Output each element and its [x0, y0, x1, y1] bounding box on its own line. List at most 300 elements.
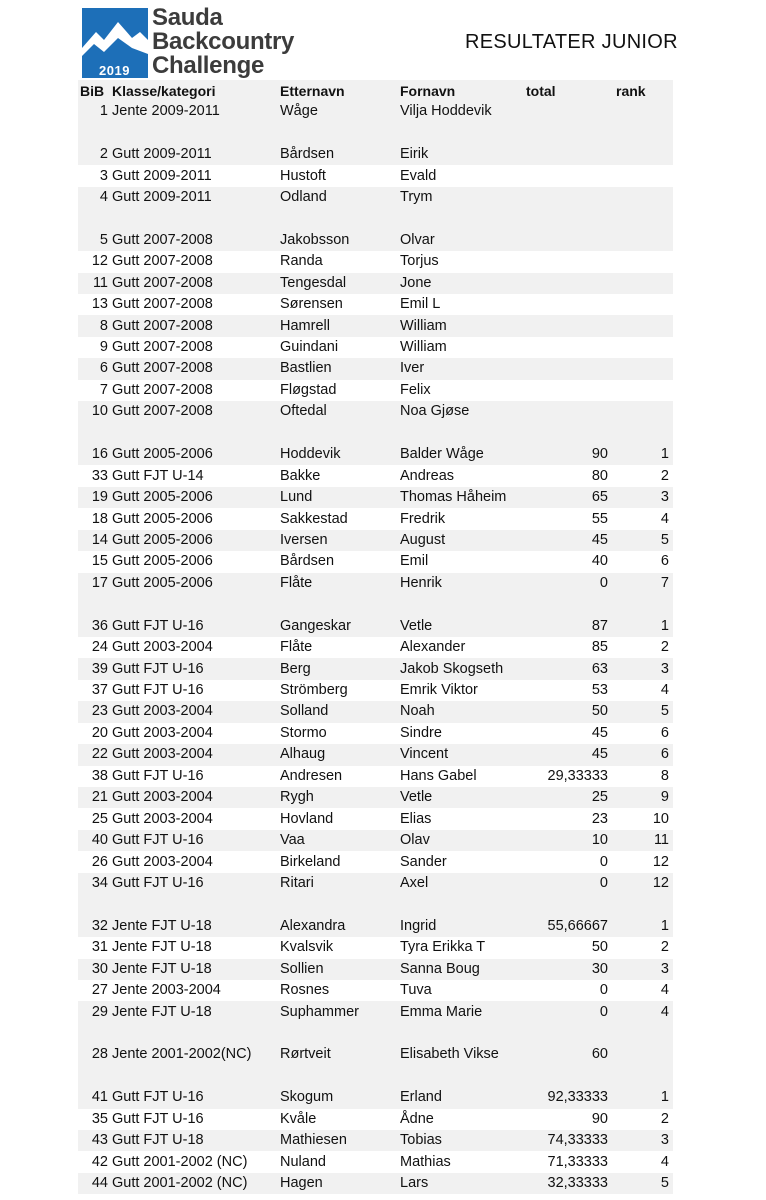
class-cell: Gutt FJT U-16: [112, 873, 280, 894]
last-name-cell: Ritari: [280, 873, 400, 894]
class-cell: Gutt 2007-2008: [112, 401, 280, 422]
first-name-cell: Alexander: [400, 637, 514, 658]
class-cell: Gutt FJT U-16: [112, 616, 280, 637]
bib-cell: 2: [78, 144, 112, 165]
result-row: [78, 1173, 673, 1194]
results-body: [78, 101, 673, 1194]
class-cell: Gutt FJT U-16: [112, 680, 280, 701]
total-cell: 45: [514, 723, 610, 744]
spacer-row: [78, 894, 673, 915]
last-name-cell: Hoddevik: [280, 444, 400, 465]
header-row: [78, 80, 673, 101]
bib-cell: 44: [78, 1173, 112, 1194]
spacer-row: [78, 208, 673, 229]
last-name-cell: Rygh: [280, 787, 400, 808]
rank-cell: 12: [610, 851, 673, 872]
class-cell: Gutt 2005-2006: [112, 487, 280, 508]
bib-cell: 28: [78, 1044, 112, 1065]
result-row: [78, 315, 673, 336]
result-row: [78, 144, 673, 165]
rank-cell: [610, 594, 673, 615]
class-cell: Gutt 2007-2008: [112, 294, 280, 315]
first-name-cell: Balder Wåge: [400, 444, 514, 465]
last-name-cell: Kvåle: [280, 1109, 400, 1130]
rank-cell: [610, 1023, 673, 1044]
last-name-cell: Fløgstad: [280, 380, 400, 401]
rank-cell: 1: [610, 616, 673, 637]
bib-cell: 38: [78, 766, 112, 787]
rank-cell: 5: [610, 530, 673, 551]
event-logo: [82, 6, 312, 82]
result-row: [78, 744, 673, 765]
rank-cell: 1: [610, 916, 673, 937]
total-cell: 50: [514, 937, 610, 958]
rank-cell: 3: [610, 1130, 673, 1151]
total-cell: 90: [514, 1109, 610, 1130]
total-cell: [514, 423, 610, 444]
logo-year: 2019: [99, 63, 130, 78]
bib-cell: [78, 122, 112, 143]
last-name-cell: [280, 1066, 400, 1087]
first-name-cell: Ådne: [400, 1109, 514, 1130]
class-cell: Gutt 2005-2006: [112, 573, 280, 594]
rank-cell: 7: [610, 573, 673, 594]
bib-cell: 39: [78, 658, 112, 679]
result-row: [78, 487, 673, 508]
last-name-cell: Rosnes: [280, 980, 400, 1001]
rank-cell: 6: [610, 744, 673, 765]
rank-cell: [610, 251, 673, 272]
total-cell: [514, 315, 610, 336]
total-cell: [514, 144, 610, 165]
class-cell: Gutt FJT U-16: [112, 1087, 280, 1108]
result-row: [78, 873, 673, 894]
total-cell: 29,33333: [514, 766, 610, 787]
first-name-cell: Vilja Hoddevik: [400, 101, 514, 122]
result-row: [78, 1109, 673, 1130]
last-name-cell: Hovland: [280, 808, 400, 829]
class-cell: Gutt 2005-2006: [112, 530, 280, 551]
last-name-cell: Kvalsvik: [280, 937, 400, 958]
result-row: [78, 551, 673, 572]
bib-cell: 11: [78, 273, 112, 294]
class-cell: Gutt 2005-2006: [112, 508, 280, 529]
class-cell: Gutt FJT U-16: [112, 830, 280, 851]
total-cell: [514, 1066, 610, 1087]
bib-cell: 22: [78, 744, 112, 765]
total-cell: 50: [514, 701, 610, 722]
bib-cell: 16: [78, 444, 112, 465]
total-cell: 0: [514, 573, 610, 594]
report-title: RESULTATER JUNIOR: [465, 31, 678, 53]
rank-cell: [610, 894, 673, 915]
spacer-row: [78, 1023, 673, 1044]
rank-cell: [610, 337, 673, 358]
first-name-cell: Jone: [400, 273, 514, 294]
class-cell: Gutt 2007-2008: [112, 273, 280, 294]
bib-cell: [78, 423, 112, 444]
total-cell: 45: [514, 530, 610, 551]
result-row: [78, 980, 673, 1001]
last-name-cell: Solland: [280, 701, 400, 722]
bib-cell: 43: [78, 1130, 112, 1151]
first-name-cell: [400, 423, 514, 444]
rank-cell: 10: [610, 808, 673, 829]
class-cell: [112, 208, 280, 229]
last-name-cell: Skogum: [280, 1087, 400, 1108]
class-cell: [112, 594, 280, 615]
first-name-cell: Olav: [400, 830, 514, 851]
rank-cell: 4: [610, 1151, 673, 1172]
column-header-bib: BiB: [78, 80, 112, 101]
bib-cell: 19: [78, 487, 112, 508]
last-name-cell: Tengesdal: [280, 273, 400, 294]
class-cell: Gutt 2005-2006: [112, 551, 280, 572]
last-name-cell: Flåte: [280, 637, 400, 658]
first-name-cell: Ingrid: [400, 916, 514, 937]
result-row: [78, 444, 673, 465]
result-row: [78, 1151, 673, 1172]
total-cell: 23: [514, 808, 610, 829]
last-name-cell: Vaa: [280, 830, 400, 851]
first-name-cell: [400, 1066, 514, 1087]
last-name-cell: Gangeskar: [280, 616, 400, 637]
last-name-cell: [280, 894, 400, 915]
class-cell: Gutt 2009-2011: [112, 165, 280, 186]
bib-cell: [78, 594, 112, 615]
result-row: [78, 916, 673, 937]
bib-cell: 30: [78, 959, 112, 980]
class-cell: Gutt 2003-2004: [112, 787, 280, 808]
total-cell: 60: [514, 1044, 610, 1065]
bib-cell: [78, 1023, 112, 1044]
bib-cell: 12: [78, 251, 112, 272]
last-name-cell: Bastlien: [280, 358, 400, 379]
rank-cell: 3: [610, 658, 673, 679]
first-name-cell: Henrik: [400, 573, 514, 594]
last-name-cell: Alexandra: [280, 916, 400, 937]
rank-cell: 2: [610, 937, 673, 958]
class-cell: Jente 2001-2002(NC): [112, 1044, 280, 1065]
first-name-cell: Emma Marie: [400, 1001, 514, 1022]
rank-cell: 5: [610, 1173, 673, 1194]
result-row: [78, 766, 673, 787]
rank-cell: [610, 273, 673, 294]
result-row: [78, 573, 673, 594]
bib-cell: 13: [78, 294, 112, 315]
total-cell: 55: [514, 508, 610, 529]
bib-cell: 26: [78, 851, 112, 872]
total-cell: [514, 101, 610, 122]
first-name-cell: Eirik: [400, 144, 514, 165]
total-cell: [514, 380, 610, 401]
bib-cell: 31: [78, 937, 112, 958]
last-name-cell: Hustoft: [280, 165, 400, 186]
rank-cell: [610, 208, 673, 229]
class-cell: Gutt 2003-2004: [112, 637, 280, 658]
first-name-cell: Lars: [400, 1173, 514, 1194]
class-cell: Gutt FJT U-16: [112, 1109, 280, 1130]
last-name-cell: Oftedal: [280, 401, 400, 422]
first-name-cell: Thomas Håheim: [400, 487, 514, 508]
class-cell: Jente FJT U-18: [112, 959, 280, 980]
result-row: [78, 787, 673, 808]
rank-cell: [610, 144, 673, 165]
last-name-cell: Bårdsen: [280, 144, 400, 165]
rank-cell: 1: [610, 444, 673, 465]
bib-cell: 3: [78, 165, 112, 186]
last-name-cell: Rørtveit: [280, 1044, 400, 1065]
result-row: [78, 830, 673, 851]
rank-cell: [610, 380, 673, 401]
bib-cell: 27: [78, 980, 112, 1001]
first-name-cell: [400, 1023, 514, 1044]
first-name-cell: Sanna Boug: [400, 959, 514, 980]
class-cell: Jente FJT U-18: [112, 916, 280, 937]
total-cell: 53: [514, 680, 610, 701]
first-name-cell: Sindre: [400, 723, 514, 744]
first-name-cell: Sander: [400, 851, 514, 872]
class-cell: Gutt 2001-2002 (NC): [112, 1151, 280, 1172]
bib-cell: 23: [78, 701, 112, 722]
bib-cell: 24: [78, 637, 112, 658]
last-name-cell: [280, 122, 400, 143]
rank-cell: [610, 315, 673, 336]
total-cell: 32,33333: [514, 1173, 610, 1194]
bib-cell: 36: [78, 616, 112, 637]
rank-cell: 3: [610, 959, 673, 980]
class-cell: [112, 423, 280, 444]
first-name-cell: Emil: [400, 551, 514, 572]
last-name-cell: [280, 1023, 400, 1044]
result-row: [78, 380, 673, 401]
first-name-cell: Olvar: [400, 230, 514, 251]
last-name-cell: Wåge: [280, 101, 400, 122]
result-row: [78, 1001, 673, 1022]
spacer-row: [78, 122, 673, 143]
total-cell: [514, 358, 610, 379]
class-cell: Gutt FJT U-14: [112, 465, 280, 486]
last-name-cell: Sollien: [280, 959, 400, 980]
last-name-cell: Bakke: [280, 465, 400, 486]
total-cell: [514, 165, 610, 186]
rank-cell: [610, 1066, 673, 1087]
total-cell: 10: [514, 830, 610, 851]
rank-cell: 5: [610, 701, 673, 722]
rank-cell: 4: [610, 680, 673, 701]
rank-cell: 4: [610, 980, 673, 1001]
result-row: [78, 658, 673, 679]
first-name-cell: Iver: [400, 358, 514, 379]
class-cell: Gutt 2009-2011: [112, 187, 280, 208]
bib-cell: 1: [78, 101, 112, 122]
total-cell: 71,33333: [514, 1151, 610, 1172]
first-name-cell: Tuva: [400, 980, 514, 1001]
class-cell: Jente 2003-2004: [112, 980, 280, 1001]
bib-cell: 9: [78, 337, 112, 358]
total-cell: 25: [514, 787, 610, 808]
last-name-cell: Alhaug: [280, 744, 400, 765]
bib-cell: 5: [78, 230, 112, 251]
first-name-cell: Tobias: [400, 1130, 514, 1151]
logo-line-1: Sauda: [152, 4, 223, 31]
result-row: [78, 337, 673, 358]
total-cell: [514, 1023, 610, 1044]
last-name-cell: Birkeland: [280, 851, 400, 872]
total-cell: 92,33333: [514, 1087, 610, 1108]
logo-line-2: Backcountry: [152, 28, 295, 55]
class-cell: Gutt FJT U-16: [112, 658, 280, 679]
result-row: [78, 637, 673, 658]
first-name-cell: Noa Gjøse: [400, 401, 514, 422]
bib-cell: 6: [78, 358, 112, 379]
first-name-cell: Evald: [400, 165, 514, 186]
first-name-cell: Erland: [400, 1087, 514, 1108]
first-name-cell: Mathias: [400, 1151, 514, 1172]
logo-line-3: Challenge: [152, 52, 264, 79]
total-cell: [514, 208, 610, 229]
result-row: [78, 937, 673, 958]
first-name-cell: [400, 122, 514, 143]
class-cell: Gutt 2003-2004: [112, 744, 280, 765]
first-name-cell: William: [400, 337, 514, 358]
bib-cell: 20: [78, 723, 112, 744]
first-name-cell: Emrik Viktor: [400, 680, 514, 701]
first-name-cell: [400, 894, 514, 915]
last-name-cell: Sakkestad: [280, 508, 400, 529]
last-name-cell: Sørensen: [280, 294, 400, 315]
last-name-cell: Strömberg: [280, 680, 400, 701]
last-name-cell: Nuland: [280, 1151, 400, 1172]
first-name-cell: Elias: [400, 808, 514, 829]
first-name-cell: August: [400, 530, 514, 551]
rank-cell: [610, 122, 673, 143]
last-name-cell: Randa: [280, 251, 400, 272]
total-cell: [514, 894, 610, 915]
total-cell: [514, 294, 610, 315]
total-cell: 40: [514, 551, 610, 572]
result-row: [78, 508, 673, 529]
class-cell: [112, 1023, 280, 1044]
rank-cell: 12: [610, 873, 673, 894]
rank-cell: 4: [610, 1001, 673, 1022]
logo-wordmark: [152, 6, 294, 78]
total-cell: [514, 401, 610, 422]
class-cell: [112, 122, 280, 143]
total-cell: [514, 122, 610, 143]
rank-cell: [610, 294, 673, 315]
result-row: [78, 294, 673, 315]
result-row: [78, 251, 673, 272]
rank-cell: [610, 1044, 673, 1065]
class-cell: Jente 2009-2011: [112, 101, 280, 122]
result-row: [78, 165, 673, 186]
first-name-cell: Axel: [400, 873, 514, 894]
result-row: [78, 723, 673, 744]
bib-cell: 18: [78, 508, 112, 529]
class-cell: Gutt 2007-2008: [112, 230, 280, 251]
rank-cell: [610, 358, 673, 379]
last-name-cell: Hamrell: [280, 315, 400, 336]
result-row: [78, 808, 673, 829]
total-cell: 63: [514, 658, 610, 679]
first-name-cell: Hans Gabel: [400, 766, 514, 787]
result-row: [78, 101, 673, 122]
last-name-cell: Lund: [280, 487, 400, 508]
rank-cell: 6: [610, 551, 673, 572]
column-header-last-name: Etternavn: [280, 80, 400, 101]
class-cell: Gutt 2003-2004: [112, 701, 280, 722]
rank-cell: [610, 401, 673, 422]
last-name-cell: Guindani: [280, 337, 400, 358]
class-cell: Gutt 2007-2008: [112, 315, 280, 336]
total-cell: 55,66667: [514, 916, 610, 937]
class-cell: [112, 894, 280, 915]
total-cell: 87: [514, 616, 610, 637]
rank-cell: 3: [610, 487, 673, 508]
result-row: [78, 530, 673, 551]
rank-cell: 2: [610, 637, 673, 658]
bib-cell: 8: [78, 315, 112, 336]
column-header-rank: rank: [610, 80, 673, 101]
result-row: [78, 273, 673, 294]
class-cell: Gutt 2007-2008: [112, 251, 280, 272]
class-cell: [112, 1066, 280, 1087]
bib-cell: 7: [78, 380, 112, 401]
column-header-total: total: [514, 80, 610, 101]
last-name-cell: [280, 423, 400, 444]
class-cell: Gutt 2005-2006: [112, 444, 280, 465]
bib-cell: 42: [78, 1151, 112, 1172]
last-name-cell: Stormo: [280, 723, 400, 744]
total-cell: 90: [514, 444, 610, 465]
spacer-row: [78, 423, 673, 444]
total-cell: 65: [514, 487, 610, 508]
first-name-cell: Trym: [400, 187, 514, 208]
last-name-cell: Flåte: [280, 573, 400, 594]
first-name-cell: [400, 208, 514, 229]
rank-cell: [610, 423, 673, 444]
bib-cell: 17: [78, 573, 112, 594]
first-name-cell: Fredrik: [400, 508, 514, 529]
spacer-row: [78, 1066, 673, 1087]
total-cell: 45: [514, 744, 610, 765]
bib-cell: 41: [78, 1087, 112, 1108]
class-cell: Gutt 2007-2008: [112, 358, 280, 379]
last-name-cell: Iversen: [280, 530, 400, 551]
bib-cell: 32: [78, 916, 112, 937]
rank-cell: [610, 187, 673, 208]
total-cell: 0: [514, 851, 610, 872]
first-name-cell: Torjus: [400, 251, 514, 272]
bib-cell: [78, 1066, 112, 1087]
rank-cell: 8: [610, 766, 673, 787]
total-cell: [514, 230, 610, 251]
total-cell: [514, 337, 610, 358]
bib-cell: 10: [78, 401, 112, 422]
total-cell: 74,33333: [514, 1130, 610, 1151]
column-header-class: Klasse/kategori: [112, 80, 280, 101]
first-name-cell: Elisabeth Vikse: [400, 1044, 514, 1065]
last-name-cell: [280, 208, 400, 229]
first-name-cell: Emil L: [400, 294, 514, 315]
first-name-cell: Vetle: [400, 616, 514, 637]
last-name-cell: Mathiesen: [280, 1130, 400, 1151]
bib-cell: 34: [78, 873, 112, 894]
bib-cell: 37: [78, 680, 112, 701]
class-cell: Gutt 2003-2004: [112, 851, 280, 872]
total-cell: [514, 273, 610, 294]
